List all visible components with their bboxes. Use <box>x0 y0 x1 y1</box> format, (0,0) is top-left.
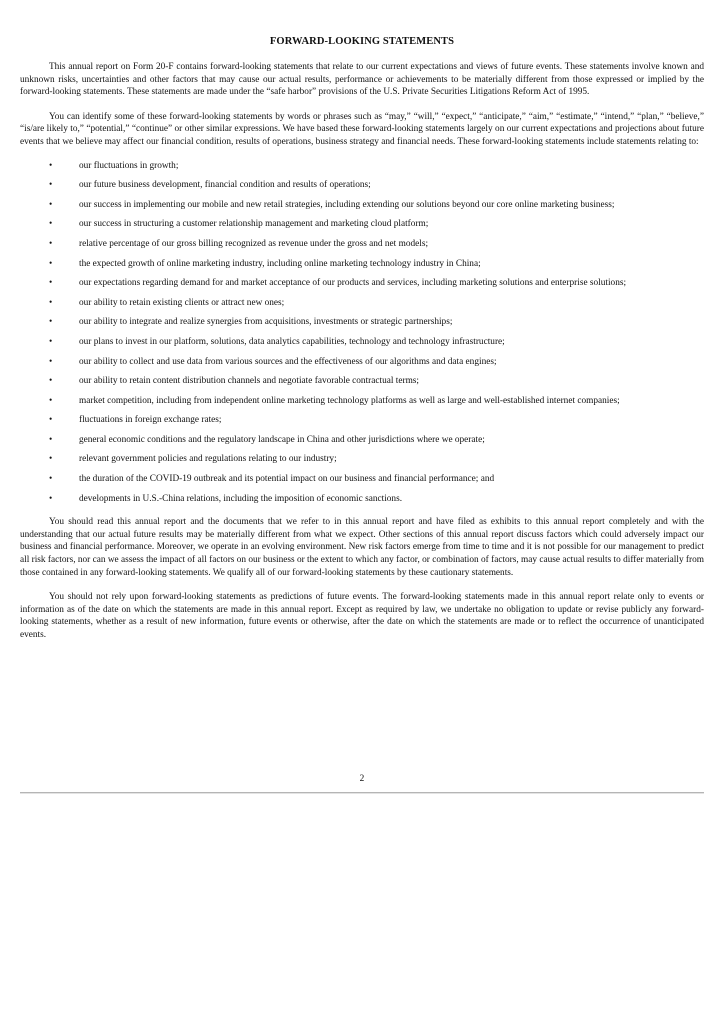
list-item <box>20 259 704 271</box>
list-item <box>20 494 704 506</box>
identification-paragraph: You can identify some of these forward-looking statements by words or phrases such as “may,” “will,” “expect,” “anticipate,” “aim,” “estimate,” “intend,” “plan,” “believe,” “is/are likely to,” “potential,” “continue” or other similar expressions. We have based these forward-looking statements largely on our current expectations and projections about future events that we believe may affect our financial condition, results of operations, business strategy and financial needs. These forward-looking statements include statements relating to: <box>20 111 704 147</box>
bullet-icon: • <box>49 493 53 504</box>
list-item-text: our future business development, financial condition and results of operations; <box>79 180 371 191</box>
list-item-text: market competition, including from independent online marketing technology platforms as well as large and well-established internet companies; <box>79 395 620 406</box>
list-item <box>20 337 704 349</box>
document-page <box>20 36 704 654</box>
page-divider <box>20 792 704 793</box>
list-item <box>20 357 704 369</box>
page-title: FORWARD-LOOKING STATEMENTS <box>269 36 455 47</box>
bullet-icon: • <box>49 376 53 387</box>
list-item-text: general economic conditions and the regulatory landscape in China and other jurisdictions where we operate; <box>79 434 485 445</box>
list-item <box>20 317 704 329</box>
bullet-icon: • <box>49 474 53 485</box>
list-item <box>20 474 704 486</box>
list-item-text: the duration of the COVID-19 outbreak and its potential impact on our business and financial performance; and <box>79 474 495 485</box>
list-item <box>20 376 704 388</box>
list-item <box>20 161 704 173</box>
bullet-icon: • <box>49 278 53 289</box>
list-item <box>20 298 704 310</box>
bullet-icon: • <box>49 297 53 308</box>
bullet-icon: • <box>49 219 53 230</box>
list-item <box>20 219 704 231</box>
bullet-icon: • <box>49 395 53 406</box>
list-item <box>20 239 704 251</box>
list-item-text: our expectations regarding demand for and market acceptance of our products and services, including marketing solutions and enterprise solutions; <box>79 278 627 289</box>
page-number: 2 <box>359 774 365 784</box>
bullet-icon: • <box>49 180 53 191</box>
list-item-text: fluctuations in foreign exchange rates; <box>79 415 222 426</box>
forward-looking-topics-list <box>20 161 704 506</box>
list-item-text: developments in U.S.-China relations, including the imposition of economic sanctions. <box>79 493 403 504</box>
list-item <box>20 180 704 192</box>
bullet-icon: • <box>49 199 53 210</box>
list-item-text: our fluctuations in growth; <box>79 160 179 171</box>
list-item-text: our success in implementing our mobile and new retail strategies, including extending our solutions beyond our core online marketing business; <box>79 199 615 210</box>
bullet-icon: • <box>49 160 53 171</box>
bullet-icon: • <box>49 356 53 367</box>
bullet-icon: • <box>49 434 53 445</box>
list-item <box>20 415 704 427</box>
list-item-text: our ability to integrate and realize synergies from acquisitions, investments or strategic partnerships; <box>79 317 453 328</box>
bullet-icon: • <box>49 258 53 269</box>
list-item <box>20 278 704 290</box>
list-item-text: the expected growth of online marketing industry, including online marketing technology industry in China; <box>79 258 481 269</box>
bullet-icon: • <box>49 238 53 249</box>
list-item <box>20 454 704 466</box>
do-not-rely-paragraph: You should not rely upon forward-looking statements as predictions of future events. The forward-looking statements made in this annual report relate only to events or information as of the date on which the statements are made in this annual report. Except as required by law, we undertake no obligation to update or revise publicly any forward-looking statements, whether as a result of new information, future events or otherwise, after the date on which the statements are made or to reflect the occurrence of unanticipated events. <box>20 592 704 640</box>
list-item <box>20 396 704 408</box>
list-item-text: relevant government policies and regulations relating to our industry; <box>79 454 337 465</box>
list-item-text: our ability to retain content distribution channels and negotiate favorable contractual terms; <box>79 376 419 387</box>
list-item-text: our ability to collect and use data from various sources and the effectiveness of our algorithms and data engines; <box>79 356 497 367</box>
bullet-icon: • <box>49 415 53 426</box>
bullet-icon: • <box>49 336 53 347</box>
bullet-icon: • <box>49 454 53 465</box>
list-item-text: our plans to invest in our platform, solutions, data analytics capabilities, technology and technology infrastructure; <box>79 336 505 347</box>
list-item <box>20 435 704 447</box>
list-item-text: our success in structuring a customer relationship management and marketing cloud platform; <box>79 219 429 230</box>
list-item-text: our ability to retain existing clients or attract new ones; <box>79 297 285 308</box>
list-item-text: relative percentage of our gross billing recognized as revenue under the gross and net models; <box>79 238 429 249</box>
intro-paragraph: This annual report on Form 20-F contains forward-looking statements that relate to our current expectations and views of future events. These statements involve known and unknown risks, uncertainties and other factors that may cause our actual results, performance or achievements to be materially different from those expressed or implied by the forward-looking statements. These statements are made under the “safe harbor” provisions of the U.S. Private Securities Litigations Reform Act of 1995. <box>20 62 704 98</box>
bullet-icon: • <box>49 317 53 328</box>
read-report-paragraph: You should read this annual report and the documents that we refer to in this annual report and have filed as exhibits to this annual report completely and with the understanding that our actual future results may be materially different from what we expect. Other sections of this annual report discuss factors which could adversely impact our business and financial performance. Moreover, we operate in an evolving environment. New risk factors emerge from time to time and it is not possible for our management to predict all risk factors, nor can we assess the impact of all factors on our business or the extent to which any factor, or combination of factors, may cause actual results to differ materially from those contained in any forward-looking statements. We qualify all of our forward-looking statements by these cautionary statements. <box>20 517 704 578</box>
list-item <box>20 200 704 212</box>
